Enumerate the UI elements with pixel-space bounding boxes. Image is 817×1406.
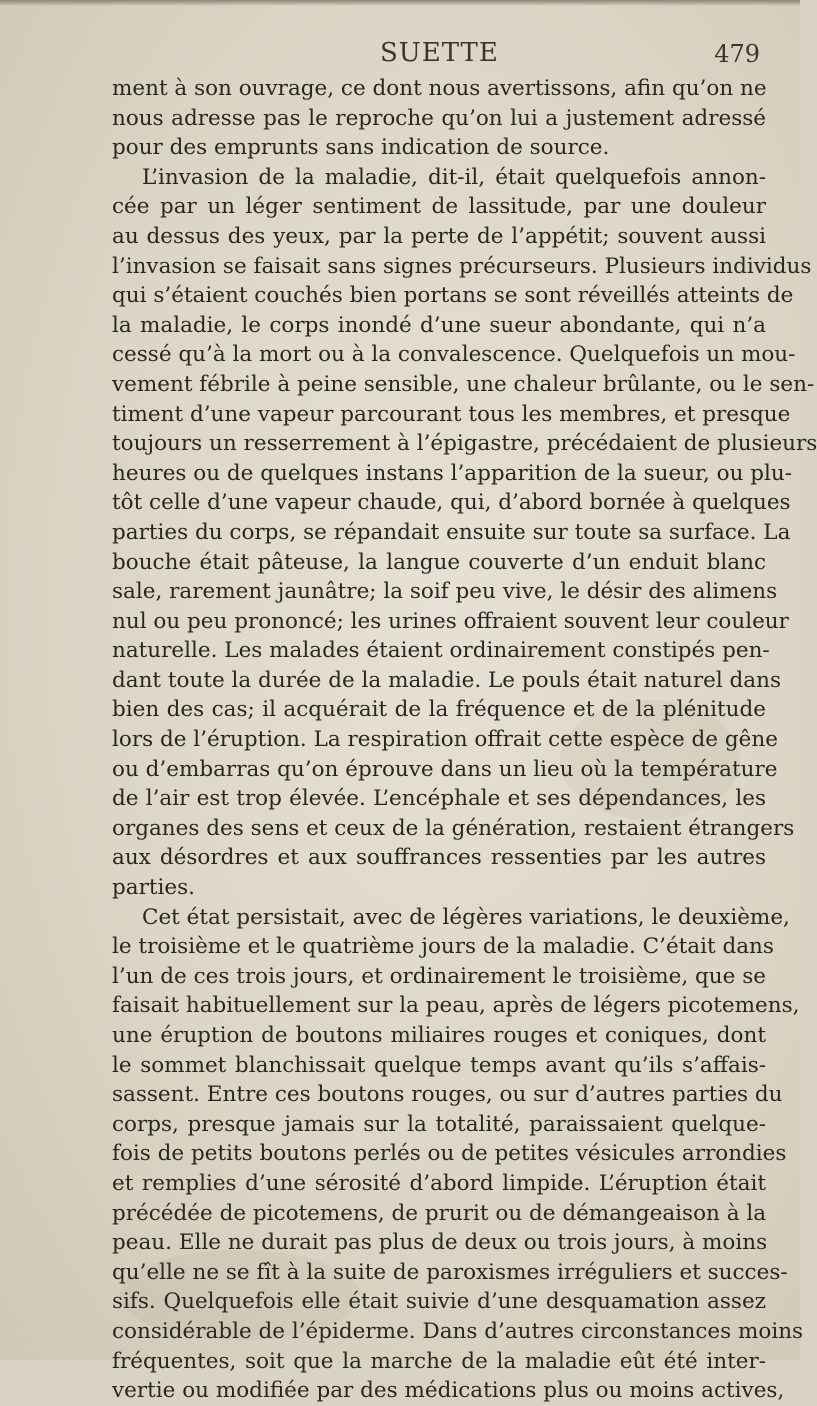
text-line: sifs. Quelquefois elle était suivie d’une desquamation assez	[112, 1289, 766, 1315]
text-line: dant toute la durée de la maladie. Le pouls était naturel dans	[112, 667, 781, 693]
text-line: organes des sens et ceux de la génération, restaient étrangers	[112, 815, 795, 841]
running-head: SUETTE	[380, 38, 499, 68]
text-line: bouche était pâteuse, la langue couverte d’un enduit blanc	[112, 549, 766, 575]
text-line: peau. Elle ne durait pas plus de deux ou trois jours, à moins	[112, 1230, 768, 1256]
text-line: ment à son ouvrage, ce dont nous avertissons, afin qu’on ne	[112, 76, 767, 101]
paragraph-start-line: Cet état persistait, avec de légères variations, le deuxième,	[142, 904, 790, 930]
text-line: heures ou de quelques instans l’apparition de la sueur, ou plu-	[112, 460, 793, 486]
text-line: parties.	[112, 875, 195, 901]
text-line: qu’elle ne se fît à la suite de paroxismes irréguliers et succes-	[112, 1259, 788, 1285]
text-line: l’un de ces trois jours, et ordinairement le troisième, que se	[112, 963, 766, 989]
text-line: précédée de picotemens, de prurit ou de démangeaison à la	[112, 1200, 767, 1226]
text-line: une éruption de boutons miliaires rouges et coniques, dont	[112, 1023, 766, 1048]
text-line: vement fébrile à peine sensible, une chaleur brûlante, ou le sen-	[112, 371, 815, 397]
text-line: faisait habituellement sur la peau, après de légers picotemens,	[112, 993, 800, 1019]
text-line: corps, presque jamais sur la totalité, paraissaient quelque-	[112, 1111, 766, 1137]
text-line: pour des emprunts sans indication de source.	[112, 135, 610, 161]
text-line: fois de petits boutons perlés ou de petites vésicules arrondies	[112, 1141, 787, 1167]
text-line: parties du corps, se répandait ensuite sur toute sa surface. La	[112, 519, 791, 545]
text-line: sassent. Entre ces boutons rouges, ou sur d’autres parties du	[112, 1082, 783, 1108]
text-line: le troisième et le quatrième jours de la maladie. C’était dans	[112, 934, 774, 960]
text-line: le sommet blanchissait quelque temps avant qu’ils s’affais-	[112, 1052, 766, 1078]
text-line: au dessus des yeux, par la perte de l’appétit; souvent aussi	[112, 223, 766, 249]
text-line: fréquentes, soit que la marche de la maladie eût été inter-	[112, 1348, 766, 1374]
text-line: sale, rarement jaunâtre; la soif peu vive, le désir des alimens	[112, 579, 778, 605]
text-line: tôt celle d’une vapeur chaude, qui, d’abord bornée à quelques	[112, 490, 791, 516]
text-line: aux désordres et aux souffrances ressenties par les autres	[112, 845, 766, 871]
page-edge-shadow	[0, 0, 800, 6]
body-text	[112, 74, 817, 1406]
text-line: timent d’une vapeur parcourant tous les membres, et presque	[112, 401, 791, 427]
text-line: ou d’embarras qu’on éprouve dans un lieu où la température	[112, 756, 778, 782]
text-line: naturelle. Les malades étaient ordinairement constipés pen-	[112, 638, 770, 664]
text-line: et remplies d’une sérosité d’abord limpide. L’éruption était	[112, 1170, 766, 1196]
text-line: considérable de l’épiderme. Dans d’autres circonstances moins	[112, 1318, 804, 1344]
text-line: cessé qu’à la mort ou à la convalescence. Quelquefois un mou-	[112, 342, 796, 368]
text-line: lors de l’éruption. La respiration offrait cette espèce de gêne	[112, 727, 778, 753]
text-line: la maladie, le corps inondé d’une sueur abondante, qui n’a	[112, 312, 766, 338]
page-number: 479	[714, 40, 760, 68]
text-line: vertie ou modifiée par des médications plus ou moins actives,	[112, 1378, 785, 1404]
text-line: cée par un léger sentiment de lassitude, par une douleur	[112, 194, 766, 220]
text-line: l’invasion se faisait sans signes précurseurs. Plusieurs individus	[112, 253, 812, 279]
text-line: nul ou peu prononcé; les urines offraient souvent leur couleur	[112, 608, 789, 634]
text-line: toujours un resserrement à l’épigastre, précédaient de plusieurs	[112, 431, 817, 457]
page-header	[110, 38, 770, 70]
paragraph-start-line: L’invasion de la maladie, dit-il, était quelquefois annon-	[142, 164, 766, 190]
text-line: de l’air est trop élevée. L’encéphale et ses dépendances, les	[112, 786, 766, 812]
text-line: nous adresse pas le reproche qu’on lui a justement adressé	[112, 105, 766, 131]
text-line: qui s’étaient couchés bien portans se sont réveillés atteints de	[112, 283, 794, 309]
text-line: bien des cas; il acquérait de la fréquence et de la plénitude	[112, 697, 766, 723]
